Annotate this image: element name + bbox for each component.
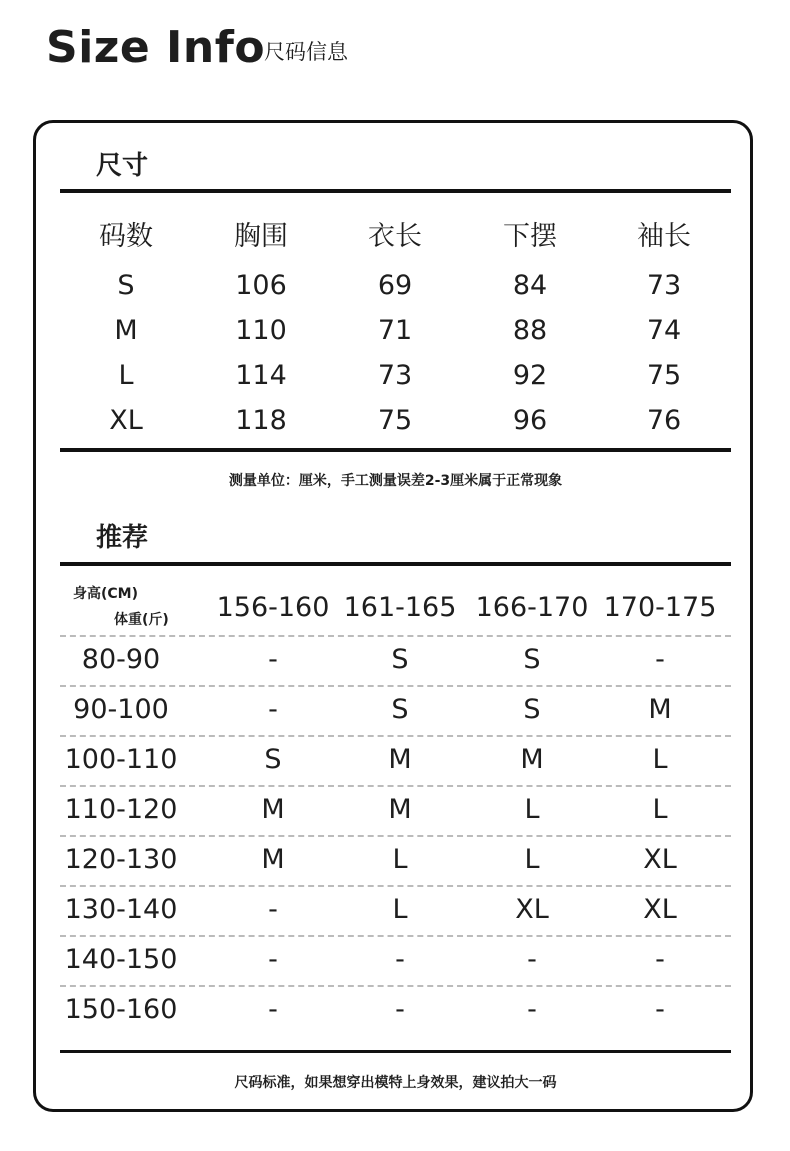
height-axis-label: 身高(CM)	[73, 586, 139, 602]
recommended-size-cell: S	[523, 644, 541, 675]
recommended-size-cell: -	[527, 994, 537, 1025]
size-value-cell: 76	[646, 405, 682, 436]
weight-range-cell: 90-100	[73, 694, 169, 725]
row-separator	[60, 685, 731, 687]
recommended-size-cell: M	[520, 744, 544, 775]
recommended-size-cell: -	[268, 694, 278, 725]
weight-range-cell: 130-140	[64, 894, 178, 925]
size-value-cell: 118	[235, 405, 287, 436]
height-column-header: 166-170	[475, 592, 589, 623]
recommended-size-cell: M	[648, 694, 672, 725]
measurement-note: 测量单位：厘米，手工测量误差2-3厘米属于正常现象	[228, 473, 563, 489]
size-value-cell: 92	[512, 360, 548, 391]
recommended-size-cell: M	[388, 794, 412, 825]
recommended-size-cell: -	[395, 944, 405, 975]
size-value-cell: 75	[377, 405, 413, 436]
row-separator	[60, 735, 731, 737]
recommended-size-cell: L	[392, 894, 408, 925]
size-value-cell: 73	[646, 270, 682, 301]
weight-range-cell: 110-120	[64, 794, 178, 825]
size-value-cell: 75	[646, 360, 682, 391]
row-separator	[60, 885, 731, 887]
recommended-size-cell: L	[652, 744, 668, 775]
size-label-cell: M	[114, 315, 138, 346]
recommended-size-cell: L	[524, 844, 540, 875]
size-table-top-rule	[60, 189, 731, 193]
weight-range-cell: 150-160	[64, 994, 178, 1025]
recommended-size-cell: S	[523, 694, 541, 725]
weight-range-cell: 80-90	[81, 644, 161, 675]
row-separator	[60, 785, 731, 787]
size-table-bottom-rule	[60, 448, 731, 452]
recommended-size-cell: M	[388, 744, 412, 775]
recommended-size-cell: S	[391, 694, 409, 725]
size-value-cell: 106	[235, 270, 287, 301]
size-column-header: 下摆	[503, 221, 557, 252]
recommended-size-cell: L	[524, 794, 540, 825]
recommended-size-cell: XL	[515, 894, 549, 925]
weight-axis-label: 体重(斤)	[114, 612, 169, 628]
height-column-header: 156-160	[216, 592, 330, 623]
size-column-header: 袖长	[637, 221, 691, 252]
size-value-cell: 71	[377, 315, 413, 346]
recommend-table-bottom-rule	[60, 1050, 731, 1053]
height-column-header: 170-175	[603, 592, 717, 623]
size-value-cell: 74	[646, 315, 682, 346]
recommended-size-cell: -	[655, 644, 665, 675]
size-advice-note: 尺码标准，如果想穿出模特上身效果，建议拍大一码	[234, 1075, 557, 1091]
size-value-cell: 69	[377, 270, 413, 301]
row-separator	[60, 985, 731, 987]
size-column-header: 胸围	[234, 221, 288, 252]
weight-range-cell: 140-150	[64, 944, 178, 975]
recommended-size-cell: -	[268, 944, 278, 975]
row-separator	[60, 635, 731, 637]
recommended-size-cell: -	[655, 944, 665, 975]
recommend-table-top-rule	[60, 562, 731, 566]
size-value-cell: 96	[512, 405, 548, 436]
recommended-size-cell: S	[264, 744, 282, 775]
size-value-cell: 84	[512, 270, 548, 301]
height-column-header: 161-165	[343, 592, 457, 623]
recommended-size-cell: S	[391, 644, 409, 675]
recommended-size-cell: XL	[643, 844, 677, 875]
page-subtitle: 尺码信息	[264, 40, 348, 64]
size-label-cell: L	[118, 360, 134, 391]
size-column-header: 衣长	[368, 221, 422, 252]
size-label-cell: XL	[109, 405, 143, 436]
recommend-section-title: 推荐	[96, 523, 149, 553]
recommended-size-cell: -	[527, 944, 537, 975]
size-value-cell: 73	[377, 360, 413, 391]
row-separator	[60, 935, 731, 937]
weight-range-cell: 100-110	[64, 744, 178, 775]
recommended-size-cell: L	[392, 844, 408, 875]
recommended-size-cell: XL	[643, 894, 677, 925]
recommended-size-cell: -	[268, 894, 278, 925]
size-value-cell: 114	[235, 360, 287, 391]
recommended-size-cell: -	[395, 994, 405, 1025]
size-value-cell: 88	[512, 315, 548, 346]
size-column-header: 码数	[99, 221, 153, 252]
size-section-title: 尺寸	[96, 151, 149, 181]
page-title: Size Info	[46, 22, 266, 73]
weight-range-cell: 120-130	[64, 844, 178, 875]
recommended-size-cell: -	[268, 994, 278, 1025]
recommended-size-cell: L	[652, 794, 668, 825]
row-separator	[60, 835, 731, 837]
recommended-size-cell: M	[261, 794, 285, 825]
recommended-size-cell: -	[268, 644, 278, 675]
size-label-cell: S	[117, 270, 135, 301]
recommended-size-cell: M	[261, 844, 285, 875]
size-value-cell: 110	[235, 315, 287, 346]
recommended-size-cell: -	[655, 994, 665, 1025]
